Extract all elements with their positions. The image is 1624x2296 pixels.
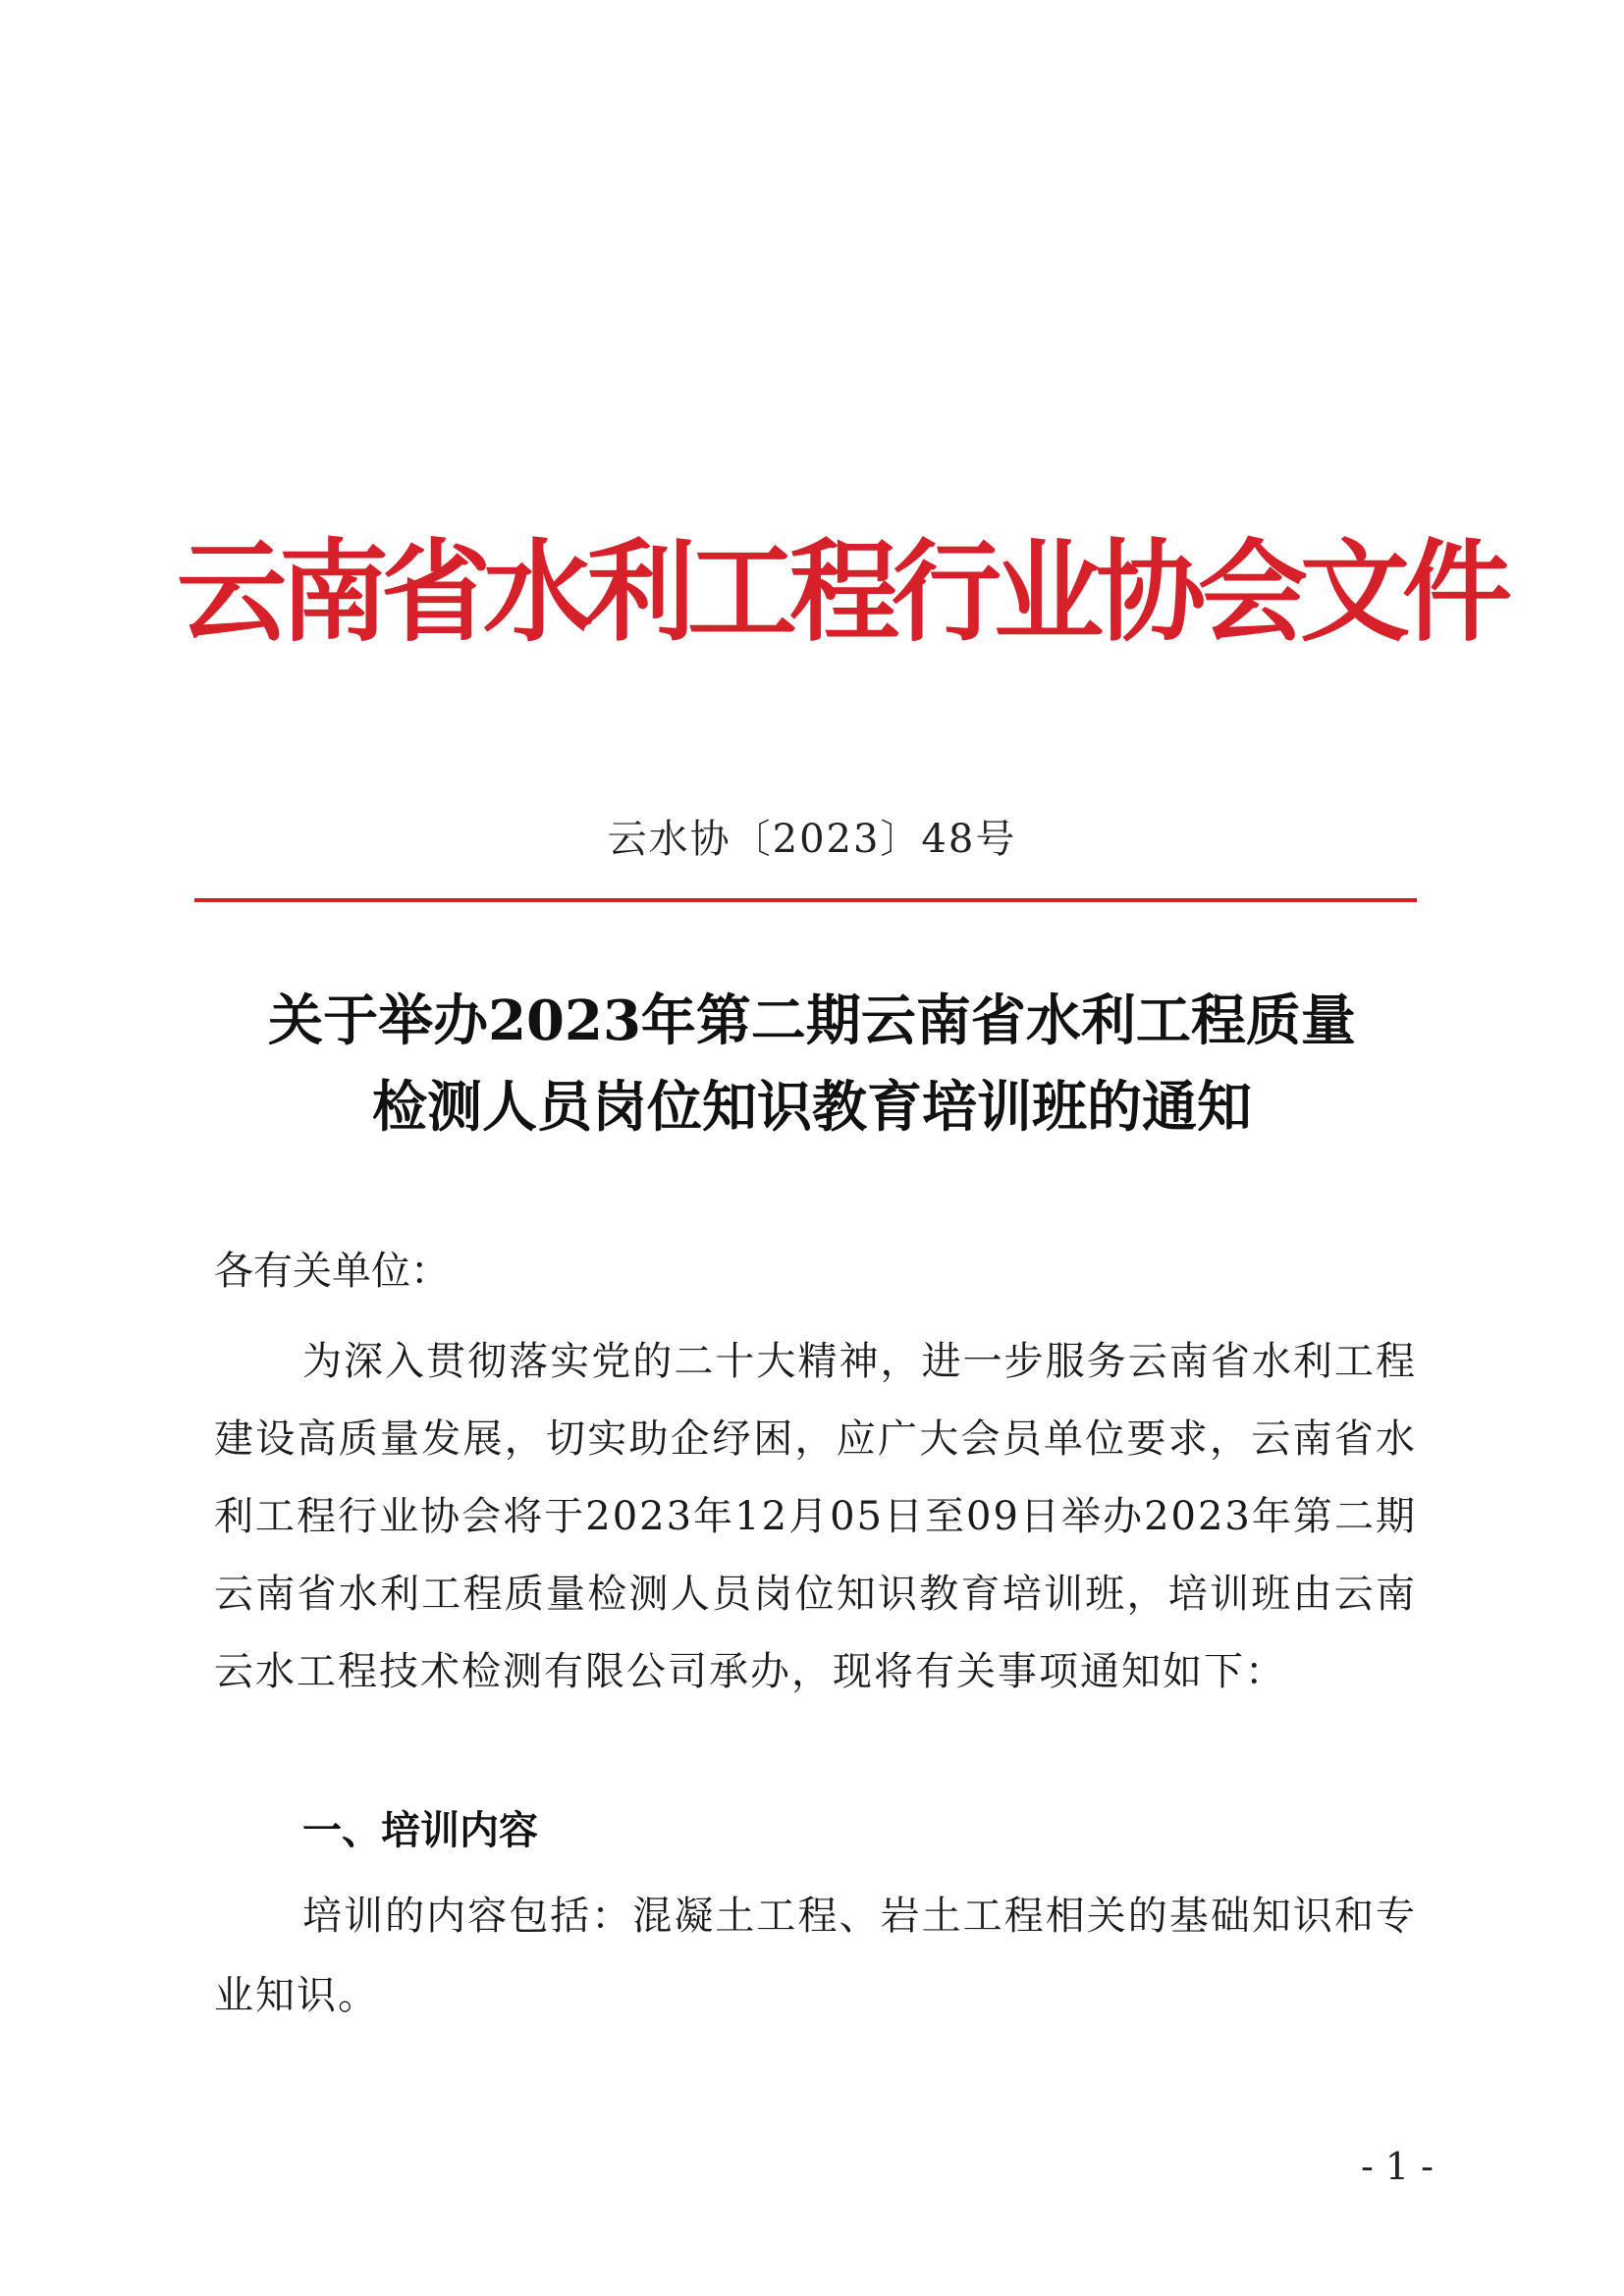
document-number: 云水协〔2023〕48号 [607, 817, 1017, 862]
red-divider-rule [194, 898, 1417, 902]
notice-title-line-2: 检测人员岗位知识教育培训班的通知 [372, 1075, 1252, 1140]
masthead-title: 云南省水利工程行业协会文件 [177, 529, 1504, 657]
section-heading-training-content: 一、培训内容 [302, 1808, 538, 1853]
body-paragraph-intro: 为深入贯彻落实党的二十大精神，进一步服务云南省水利工程建设高质量发展，切实助企纾困，应广大会员单位要求，云南省水利工程行业协会将于2023年12月05日至09日举办2023年第二期云南省水利工程质量检测人员岗位知识教育培训班，培训班由云南云水工程技术检测有限公司承办，现将有关事项通知如下： [214, 1339, 1417, 1694]
salutation: 各有关单位： [214, 1249, 450, 1294]
notice-title-line-1: 关于举办2023年第二期云南省水利工程质量 [268, 988, 1356, 1053]
section-paragraph-training-content: 培训的内容包括：混凝土工程、岩土工程相关的基础知识和专业知识。 [214, 1894, 1417, 2018]
page-number: - 1 - [1360, 2145, 1434, 2188]
